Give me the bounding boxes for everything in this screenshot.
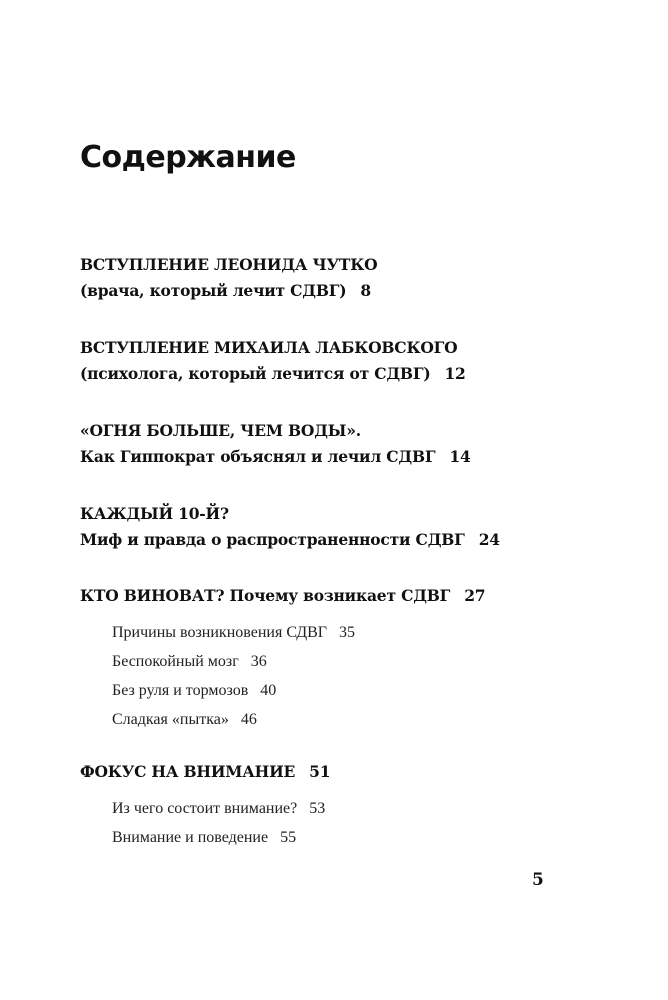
page-number: 5 (532, 870, 544, 890)
toc-subentry[interactable] (112, 651, 267, 673)
toc-subentry[interactable] (112, 709, 257, 731)
toc-entry-heading: «ОГНЯ БОЛЬШЕ, ЧЕМ ВОДЫ». (80, 421, 361, 440)
toc-entry[interactable] (80, 418, 471, 470)
toc-page-number: 46 (240, 711, 257, 728)
toc-entry[interactable] (80, 583, 485, 609)
toc-entry-subtitle: Как Гиппократ объяснял и лечил СДВГ (80, 447, 436, 466)
toc-page-number: 8 (360, 281, 371, 300)
toc-entry-heading: ФОКУС НА ВНИМАНИЕ (80, 762, 296, 781)
toc-entry-subtitle: (врача, который лечит СДВГ) (80, 281, 347, 300)
toc-subentry[interactable] (112, 680, 276, 702)
toc-page-number: 51 (309, 762, 331, 781)
toc-page-number: 55 (280, 829, 297, 846)
toc-entry[interactable] (80, 759, 330, 785)
toc-entry-heading: КАЖДЫЙ 10-Й? (80, 504, 229, 523)
toc-subentry[interactable] (112, 798, 325, 820)
toc-subentry-label: Причины возникновения СДВГ (112, 624, 328, 641)
toc-subentry-label: Сладкая «пытка» (112, 711, 229, 728)
toc-page-number: 53 (309, 800, 326, 817)
toc-subentry-label: Внимание и поведение (112, 829, 269, 846)
toc-page-number: 14 (449, 447, 471, 466)
toc-subentry[interactable] (112, 622, 355, 644)
toc-entry-heading: ВСТУПЛЕНИЕ ЛЕОНИДА ЧУТКО (80, 255, 378, 274)
toc-page-number: 27 (464, 586, 486, 605)
page-title: Содержание (80, 140, 296, 175)
toc-entry-heading: КТО ВИНОВАТ? Почему возникает СДВГ (80, 586, 451, 605)
toc-entry-subtitle: Миф и правда о распространенности СДВГ (80, 530, 465, 549)
toc-page-number: 35 (339, 624, 356, 641)
toc-entry[interactable] (80, 335, 466, 387)
toc-page-number: 24 (478, 530, 500, 549)
toc-subentry-label: Беспокойный мозг (112, 653, 239, 670)
toc-page-number: 36 (250, 653, 267, 670)
toc-subentry[interactable] (112, 827, 296, 849)
toc-entry-heading: ВСТУПЛЕНИЕ МИХАИЛА ЛАБКОВСКОГО (80, 338, 458, 357)
toc-subentry-label: Без руля и тормозов (112, 682, 249, 699)
toc-page-number: 12 (444, 364, 466, 383)
toc-entry[interactable] (80, 252, 377, 304)
toc-subentry-label: Из чего состоит внимание? (112, 800, 298, 817)
toc-entry[interactable] (80, 501, 500, 553)
toc-page-number: 40 (260, 682, 277, 699)
toc-entry-subtitle: (психолога, который лечится от СДВГ) (80, 364, 431, 383)
